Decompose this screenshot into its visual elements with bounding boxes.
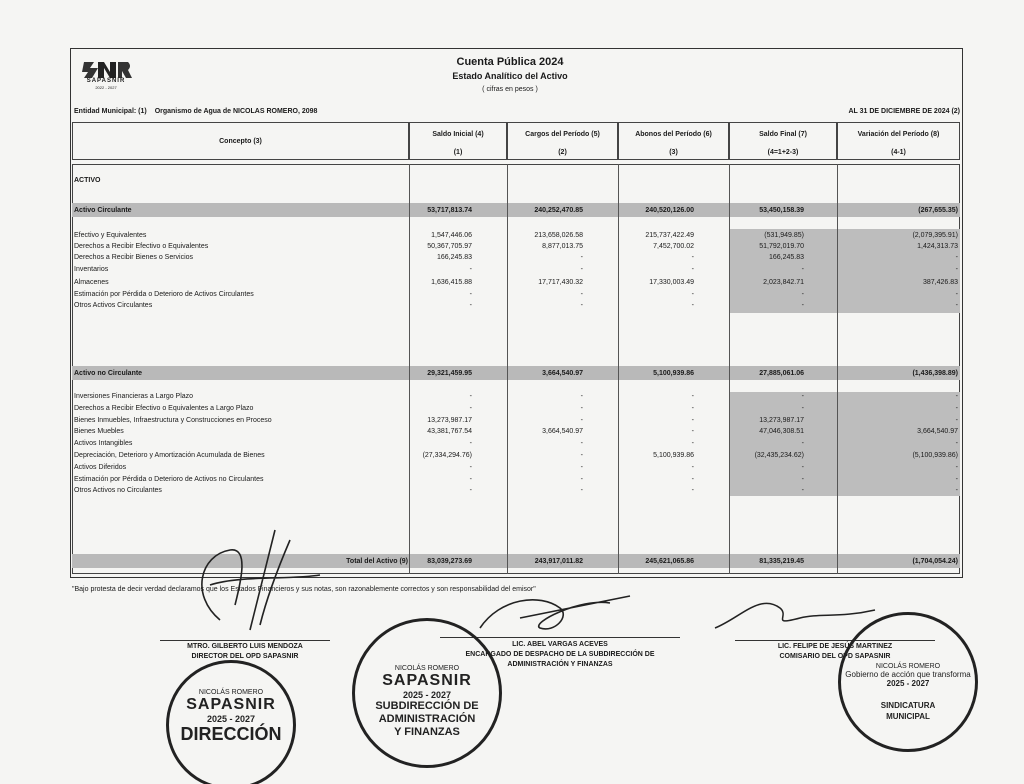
header-sub: (4-1) (891, 149, 906, 156)
row-concept: Activos Diferidos (74, 464, 127, 471)
signer-name: LIC. ABEL VARGAS ACEVES (512, 641, 608, 648)
cell-abonos: - (691, 428, 694, 435)
cell-cargos: 8,877,013.75 (542, 243, 583, 250)
table-row (0, 403, 1024, 414)
table-row (0, 415, 1024, 426)
cell-abonos: 7,452,700.02 (653, 243, 694, 250)
cell-saldo-inicial: 13,273,987.17 (427, 417, 472, 424)
header-variacion (837, 122, 960, 160)
cell-saldo-inicial: 1,547,446.06 (431, 232, 472, 239)
cell-abonos: - (691, 302, 694, 309)
cell-abonos: - (691, 291, 694, 298)
table-row (0, 391, 1024, 402)
stamp-subdireccion (352, 618, 502, 768)
stamp-org: SAPASNIR (186, 696, 276, 713)
cell-saldo-final: 13,273,987.17 (759, 417, 804, 424)
cell-cargos: - (580, 476, 583, 483)
table-row (0, 300, 1024, 311)
cell-abonos: - (691, 464, 694, 471)
row-concept: Activo no Circulante (74, 370, 143, 377)
stamp-dept-1: SINDICATURA (880, 701, 936, 710)
cell-saldo-final: 166,245.83 (768, 254, 804, 261)
cell-abonos: - (691, 405, 694, 412)
row-concept: Activos Intangibles (74, 440, 133, 447)
report-title: Cuenta Pública 2024 (456, 56, 564, 68)
title-block (360, 56, 660, 93)
cell-variacion: 1,424,313.73 (917, 243, 958, 250)
row-concept: Almacenes (74, 279, 109, 286)
row-concept: Efectivo y Equivalentes (74, 232, 147, 239)
cell-saldo-inicial: 53,717,813.74 (427, 207, 472, 214)
cell-variacion: 3,664,540.97 (917, 428, 958, 435)
cell-cargos: - (580, 254, 583, 261)
cell-cargos: - (580, 452, 583, 459)
cell-saldo-inicial: 1,636,415.88 (431, 279, 472, 286)
stamp-years: 2025 - 2027 (402, 690, 452, 700)
cell-abonos: 5,100,939.86 (653, 370, 694, 377)
table-row (0, 277, 1024, 288)
signature-ink-comisario (710, 588, 880, 638)
cell-cargos: - (580, 291, 583, 298)
row-concept: ACTIVO (74, 177, 101, 184)
stamp-dept-2: ADMINISTRACIÓN (378, 713, 476, 725)
signature-director (150, 642, 340, 662)
header-sub: (2) (558, 149, 567, 156)
cell-saldo-inicial: 43,381,767.54 (427, 428, 472, 435)
cell-variacion: (1,436,398.89) (912, 370, 958, 377)
stamp-dept-2: MUNICIPAL (886, 712, 930, 721)
header-concept (72, 122, 409, 160)
cell-saldo-final: 51,792,019.70 (759, 243, 804, 250)
cell-saldo-inicial: - (469, 393, 472, 400)
total-variacion: (1,704,054.24) (912, 558, 958, 565)
report-date: AL 31 DE DICIEMBRE DE 2024 (2) (848, 108, 960, 115)
cell-abonos: - (691, 417, 694, 424)
header-label: Saldo Final (7) (759, 131, 807, 138)
entity-label: Entidad Municipal: (1) (74, 108, 147, 115)
header-saldo-final (729, 122, 837, 160)
stamp-sindicatura (838, 612, 978, 752)
cell-cargos: - (580, 405, 583, 412)
cell-abonos: 215,737,422.49 (645, 232, 694, 239)
stamp-small: NICOLÁS ROMERO (394, 665, 460, 672)
logo-years: 2022 - 2027 (95, 85, 117, 90)
total-cargos: 243,917,011.82 (534, 558, 583, 565)
row-concept: Inversiones Financieras a Largo Plazo (74, 393, 194, 400)
table-row (0, 426, 1024, 437)
cell-variacion: - (955, 254, 958, 261)
cell-saldo-final: (531,949.85) (764, 232, 804, 239)
cell-variacion: - (955, 487, 958, 494)
cell-saldo-final: - (801, 487, 804, 494)
table-row (0, 252, 1024, 263)
cell-saldo-inicial: - (469, 440, 472, 447)
stamp-dept: DIRECCIÓN (180, 724, 282, 744)
cell-abonos: - (691, 440, 694, 447)
declaration-note: "Bajo protesta de decir verdad declaramos que los Estados Financieros y sus notas, son razonablemente correctos y son responsabilidad del emisor" (72, 586, 536, 593)
signature-ink-subdirector (460, 588, 640, 648)
table-row (0, 230, 1024, 241)
cell-saldo-inicial: 50,367,705.97 (427, 243, 472, 250)
stamp-direccion (166, 660, 296, 784)
cell-saldo-inicial: - (469, 405, 472, 412)
row-concept: Derechos a Recibir Efectivo o Equivalentes (74, 243, 209, 250)
cell-variacion: - (955, 405, 958, 412)
cell-saldo-inicial: - (469, 487, 472, 494)
cell-abonos: - (691, 476, 694, 483)
logo-text: SAPASNIR (86, 78, 126, 84)
cell-cargos: 17,717,430.32 (538, 279, 583, 286)
stamp-dept-1: SUBDIRECCIÓN DE (375, 700, 479, 712)
cell-saldo-final: (32,435,234.62) (754, 452, 804, 459)
report-units: ( cifras en pesos ) (482, 86, 538, 93)
cell-saldo-final: - (801, 302, 804, 309)
stamp-org: SAPASNIR (382, 672, 472, 689)
cell-saldo-inicial: - (469, 266, 472, 273)
cell-abonos: - (691, 266, 694, 273)
cell-variacion: - (955, 302, 958, 309)
table-row (0, 450, 1024, 461)
cell-saldo-inicial: - (469, 464, 472, 471)
stamp-small: NICOLÁS ROMERO (198, 689, 264, 696)
row-concept: Bienes Muebles (74, 428, 124, 435)
cell-cargos: - (580, 487, 583, 494)
cell-cargos: - (580, 464, 583, 471)
cell-variacion: (5,100,939.86) (912, 452, 958, 459)
row-concept: Depreciación, Deterioro y Amortización Acumulada de Bienes (74, 452, 265, 459)
cell-cargos: - (580, 417, 583, 424)
header-label: Abonos del Período (6) (635, 131, 712, 138)
signer-role: ADMINISTRACIÓN Y FINANZAS (507, 661, 613, 668)
header-concept-label: Concepto (3) (219, 137, 262, 145)
header-label: Cargos del Período (5) (525, 131, 600, 138)
stamp-motto: Gobierno de acción que transforma (845, 670, 971, 679)
header-sub: (1) (453, 149, 463, 156)
cell-saldo-final: - (801, 476, 804, 483)
cell-saldo-final: - (801, 266, 804, 273)
header-sub: (3) (669, 149, 678, 156)
cell-variacion: (267,655.35) (918, 207, 958, 214)
cell-saldo-final: 47,046,308.51 (759, 428, 804, 435)
cell-abonos: - (691, 487, 694, 494)
cell-saldo-inicial: (27,334,294.76) (422, 452, 472, 459)
signature-ink-director (180, 525, 330, 635)
cell-saldo-inicial: 29,321,459.95 (427, 370, 472, 377)
cell-variacion: - (955, 291, 958, 298)
row-concept: Inventarios (74, 266, 109, 273)
cell-cargos: 3,664,540.97 (542, 428, 583, 435)
cell-abonos: 240,520,126.00 (645, 207, 694, 214)
cell-saldo-inicial: - (469, 302, 472, 309)
cell-variacion: (2,079,395.91) (912, 232, 958, 239)
cell-cargos: 240,252,470.85 (534, 207, 583, 214)
row-concept: Estimación por Pérdida o Deterioro de Activos Circulantes (74, 291, 254, 298)
cell-variacion: - (955, 476, 958, 483)
table-row (0, 264, 1024, 275)
cell-cargos: - (580, 440, 583, 447)
row-concept: Derechos a Recibir Bienes o Servicios (74, 254, 194, 261)
table-row (0, 175, 1024, 186)
cell-cargos: 3,664,540.97 (542, 370, 583, 377)
cell-cargos: - (580, 302, 583, 309)
row-concept: Otros Activos Circulantes (74, 302, 153, 309)
table-row (0, 368, 1024, 379)
table-row (0, 462, 1024, 473)
signature-line (160, 640, 330, 641)
total-abonos: 245,621,065.86 (645, 558, 694, 565)
total-saldo-final: 81,335,219.45 (759, 558, 804, 565)
cell-saldo-final: - (801, 405, 804, 412)
row-concept: Otros Activos no Circulantes (74, 487, 162, 494)
cell-variacion: - (955, 417, 958, 424)
cell-variacion: 387,426.83 (922, 279, 958, 286)
table-row (0, 474, 1024, 485)
cell-variacion: - (955, 440, 958, 447)
table-row (0, 485, 1024, 496)
cell-variacion: - (955, 464, 958, 471)
total-saldo-inicial: 83,039,273.69 (427, 558, 472, 565)
table-row (0, 241, 1024, 252)
header-cargos (507, 122, 618, 160)
table-row (0, 438, 1024, 449)
header-label: Saldo Inicial (4) (432, 131, 484, 138)
report-subtitle: Estado Analítico del Activo (452, 71, 568, 81)
cell-variacion: - (955, 266, 958, 273)
total-row (0, 556, 1024, 567)
cell-saldo-final: - (801, 291, 804, 298)
cell-abonos: - (691, 393, 694, 400)
cell-abonos: 5,100,939.86 (653, 452, 694, 459)
entity-line (74, 108, 317, 115)
stamp-dept-3: Y FINANZAS (394, 726, 460, 738)
cell-saldo-inicial: - (469, 476, 472, 483)
cell-saldo-inicial: 166,245.83 (436, 254, 472, 261)
header-sub: (4=1+2-3) (767, 149, 799, 156)
cell-saldo-final: 2,023,842.71 (763, 279, 804, 286)
entity-name: Organismo de Agua de NICOLAS ROMERO, 2098 (154, 108, 318, 115)
cell-saldo-final: - (801, 393, 804, 400)
header-abonos (618, 122, 729, 160)
stamp-years: 2025 - 2027 (206, 714, 256, 724)
cell-variacion: - (955, 393, 958, 400)
table-row (0, 205, 1024, 216)
row-concept: Activo Circulante (74, 207, 132, 214)
cell-cargos: 213,658,026.58 (534, 232, 583, 239)
total-label: Total del Activo (9) (346, 558, 408, 565)
row-concept: Bienes Inmuebles, Infraestructura y Construcciones en Proceso (74, 417, 272, 424)
signer-name: MTRO. GILBERTO LUIS MENDOZA (187, 643, 303, 650)
signer-role: DIRECTOR DEL OPD SAPASNIR (191, 653, 299, 660)
stamp-small: NICOLÁS ROMERO (875, 663, 941, 670)
sapasnir-logo (80, 58, 132, 90)
cell-saldo-final: - (801, 440, 804, 447)
cell-abonos: 17,330,003.49 (649, 279, 694, 286)
row-concept: Derechos a Recibir Efectivo o Equivalentes a Largo Plazo (74, 405, 254, 412)
header-label: Variación del Período (8) (857, 131, 940, 138)
signer-role: COMISARIO DEL OPD SAPASNIR (779, 653, 891, 660)
cell-saldo-final: 27,885,061.06 (759, 370, 804, 377)
row-concept: Estimación por Pérdida o Deterioro de Activos no Circulantes (74, 476, 264, 483)
signer-name: LIC. FELIPE DE JESÚS MARTINEZ (777, 643, 893, 650)
cell-saldo-final: - (801, 464, 804, 471)
table-row (0, 289, 1024, 300)
cell-saldo-inicial: - (469, 291, 472, 298)
cell-saldo-final: 53,450,158.39 (759, 207, 804, 214)
signer-role: ENCARGADO DE DESPACHO DE LA SUBDIRECCIÓN DE (465, 651, 655, 658)
cell-cargos: - (580, 393, 583, 400)
cell-abonos: - (691, 254, 694, 261)
header-saldo-inicial (409, 122, 507, 160)
cell-cargos: - (580, 266, 583, 273)
stamp-years: 2025 - 2027 (886, 679, 930, 688)
